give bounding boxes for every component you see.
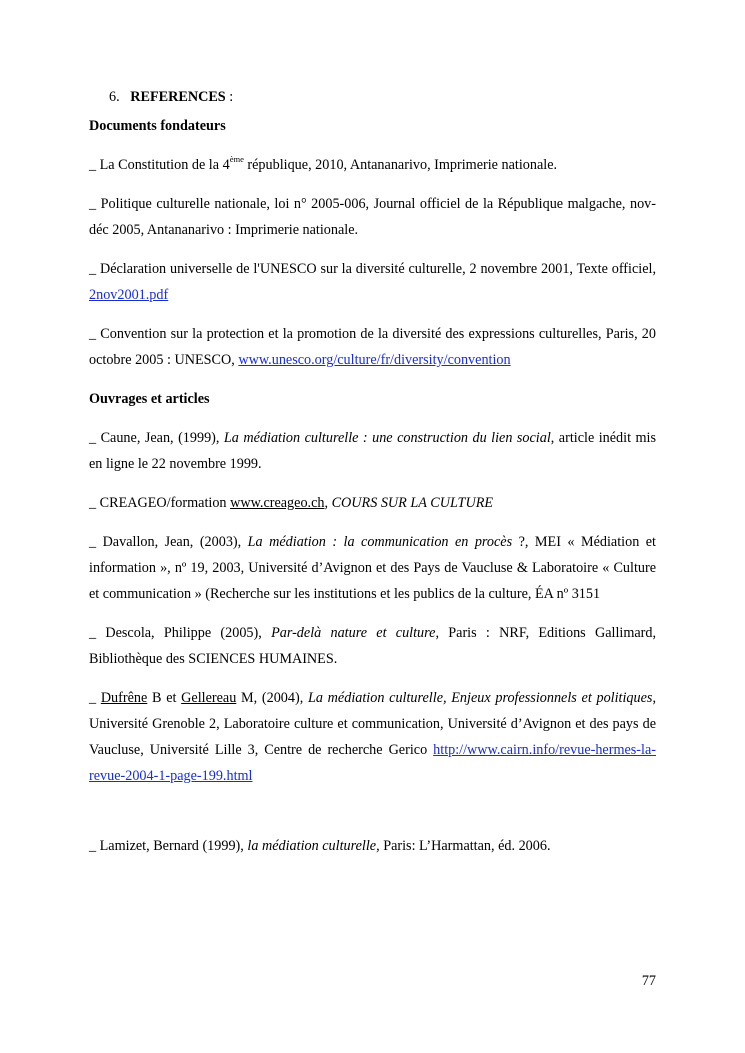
- ref-title: la médiation culturelle,: [247, 838, 380, 854]
- ref-politique: _ Politique culturelle nationale, loi n° 2005-006, Journal officiel de la République malgache, nov-déc 2005, Antananarivo : Imprimerie nationale.: [89, 196, 656, 238]
- ref-title: La médiation culturelle : une construction du lien social: [223, 430, 551, 446]
- ref-text: B et: [147, 690, 182, 706]
- ref-title: La médiation culturelle, Enjeux professionnels et politiques: [307, 690, 653, 706]
- ref-text: _: [89, 690, 101, 706]
- ref-text: _ La Constitution de la 4: [89, 157, 230, 173]
- ref-text: , Paris : NRF, Editions Gallimard, Bibliothèque des SCIENCES HUMAINES.: [89, 625, 657, 667]
- ref-dufrene: [89, 685, 656, 789]
- ref-descola: [89, 620, 656, 672]
- ref-text: ?, MEI « Médiation et information », nº 19, 2003, Université d’Avignon et des Pays de Vaucluse & Laboratoire « Culture et communication » (Recherche sur les institutions et les publics de la culture, ÉA nº 3151: [89, 534, 656, 602]
- ref-author: Dufrêne: [100, 690, 148, 706]
- references-heading: [109, 84, 656, 110]
- ref-text: _ Lamizet, Bernard (1999),: [89, 838, 248, 854]
- ref-caune: [89, 425, 656, 477]
- ref-text: _ CREAGEO/formation: [89, 495, 231, 511]
- ref-text: M, (2004),: [236, 690, 308, 706]
- heading-label: REFERENCES: [130, 89, 226, 105]
- ref-text: Paris: L’Harmattan, éd. 2006.: [379, 838, 551, 854]
- creageo-site-link[interactable]: www.creageo.ch: [230, 495, 325, 511]
- ref-text: ,: [324, 495, 332, 511]
- ref-text: république, 2010, Antananarivo, Imprimerie nationale.: [243, 157, 558, 173]
- ref-text: _ Descola, Philippe (2005),: [89, 625, 272, 641]
- section-ouvrages-articles: Ouvrages et articles: [89, 391, 210, 407]
- ref-title: COURS SUR LA CULTURE: [331, 495, 494, 511]
- heading-colon: :: [225, 89, 234, 105]
- ref-text: _ Caune, Jean, (1999),: [89, 430, 224, 446]
- ref-text: , article inédit mis en ligne le 22 novembre 1999.: [89, 430, 657, 472]
- ref-author: Gellereau: [181, 690, 237, 706]
- ref-text: , Université Grenoble 2, Laboratoire culture et communication, Université d’Avignon et des pays de Vaucluse, Université Lille 3, Centre de recherche Gerico: [89, 690, 656, 758]
- unesco-convention-link[interactable]: www.unesco.org/culture/fr/diversity/convention: [238, 352, 511, 368]
- ref-convention: [89, 321, 656, 373]
- ref-davallon: [89, 529, 656, 607]
- references-page: [89, 84, 656, 872]
- ref-title: Par-delà nature et culture: [271, 625, 436, 641]
- section-documents-fondateurs: Documents fondateurs: [89, 118, 226, 134]
- cairn-link[interactable]: http://www.cairn.info/revue-hermes-la-revue-2004-1-page-199.html: [89, 742, 656, 784]
- ref-lamizet: [89, 833, 656, 859]
- page-number: 77: [641, 973, 656, 989]
- ref-title: La médiation : la communication en procès: [247, 534, 513, 550]
- heading-number: 6.: [109, 89, 120, 105]
- ref-declaration: [89, 256, 656, 308]
- ref-text: _ Davallon, Jean, (2003),: [89, 534, 248, 550]
- ref-text: _ Déclaration universelle de l'UNESCO sur la diversité culturelle, 2 novembre 2001, Texte officiel,: [89, 261, 656, 277]
- declaration-pdf-link[interactable]: 2nov2001.pdf: [89, 287, 169, 303]
- ref-superscript: ème: [229, 154, 244, 164]
- ref-creageo: [89, 490, 656, 516]
- ref-text: _ Convention sur la protection et la promotion de la diversité des expressions culturelles, Paris, 20 octobre 2005 : UNESCO,: [89, 326, 656, 368]
- ref-constitution: [89, 152, 656, 178]
